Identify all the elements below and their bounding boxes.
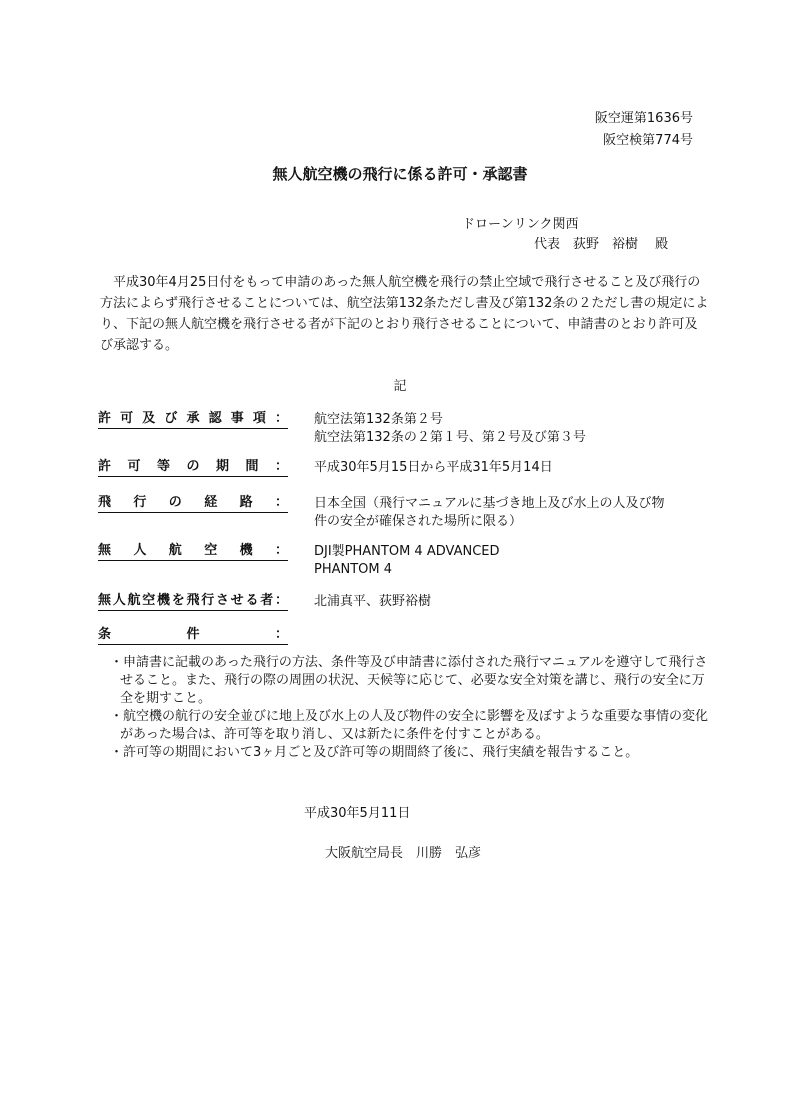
item-label-period: 許可等の期間： [98,459,288,477]
item-label-conditions: 条件： [98,627,288,645]
document-title: 無人航空機の飛行に係る許可・承認書 [272,165,528,183]
item-value-line: DJI製PHANTOM 4 ADVANCED [314,544,500,559]
item-value-line: PHANTOM 4 [314,562,393,577]
item-label-aircraft: 無人航空機： [98,543,288,561]
item-value-pilots [314,593,431,611]
item-value-line: 平成30年5月15日から平成31年5月14日 [314,460,553,475]
issuer: 大阪航空局長 川勝 弘彦 [325,846,482,861]
item-value-aircraft [314,543,500,579]
addressee-representative: 代表 荻野 裕樹 殿 [534,237,669,252]
condition-item: ・航空機の航行の安全並びに地上及び水上の人及び物件の安全に影響を及ぼすような重要な事情の変化があった場合は、許可等を取り消し、又は新たに条件を付すことがある。 [110,709,709,742]
item-value-line: 航空法第132条第２号 [314,412,443,427]
reference-numbers [595,108,693,152]
item-label-route: 飛行の経路： [98,495,288,513]
condition-item: ・許可等の期間において3ヶ月ごと及び許可等の期間終了後に、飛行実績を報告すること。 [110,745,639,760]
item-label-pilots: 無人航空機を飛行させる者： [98,593,288,611]
addressee [462,215,668,255]
item-value-line: 件の安全が確保された場所に限る） [314,514,523,529]
item-value-line: 日本全国（飛行マニュアルに基づき地上及び水上の人及び物 [314,496,665,511]
condition-item: ・申請書に記載のあった飛行の方法、条件等及び申請書に添付された飛行マニュアルを遵守して飛行させること。また、飛行の際の周囲の状況、天候等に応じて、必要な安全対策を講じ、飛行の安全に万全を期すこと。 [110,655,708,706]
conditions-list [110,654,710,762]
addressee-org: ドローンリンク関西 [462,217,579,232]
reference-number: 阪空運第1636号 [594,111,693,126]
item-value-period [314,459,553,477]
issue-date: 平成30年5月11日 [304,806,411,821]
body-text: 平成30年4月25日付をもって申請のあった無人航空機を飛行の禁止空域で飛行させること及び飛行の方法によらず飛行させることについては、航空法第132条ただし書及び第132条の２ただし書の規定により、下記の無人航空機を飛行させる者が下記のとおり飛行させることについて、申請書のとおり許可及び承認する。 [100,275,709,353]
item-value-route [314,495,664,531]
item-value-line: 航空法第132条の２第１号、第２号及び第３号 [314,430,586,445]
reference-number: 阪空検第774号 [603,133,693,148]
ki-heading: 記 [393,379,407,394]
item-value-permission [314,411,586,447]
item-label-permission: 許可及び承認事項： [98,411,288,429]
item-value-line: 北浦真平、荻野裕樹 [314,594,432,609]
